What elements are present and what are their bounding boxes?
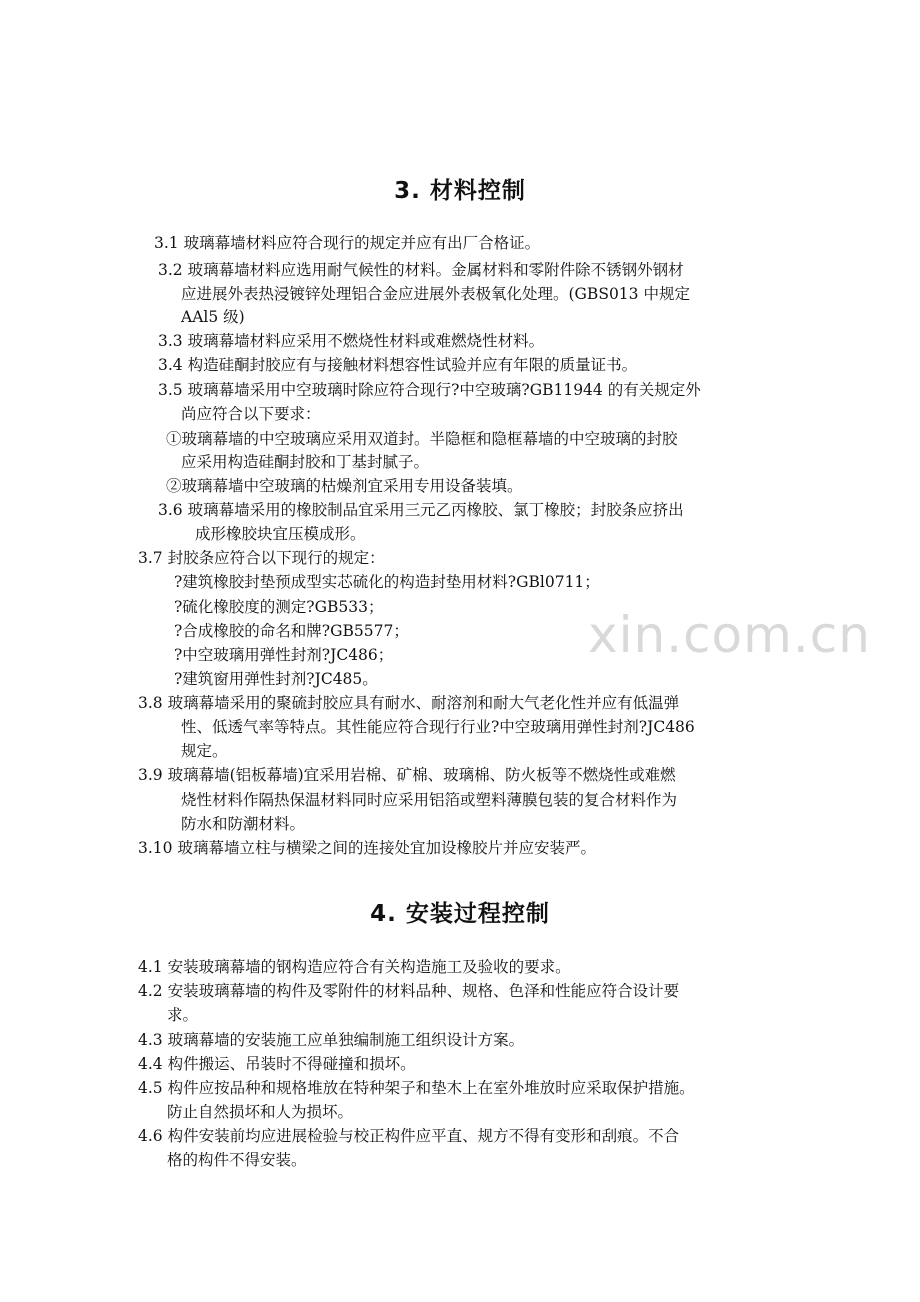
paragraph-line: 求。 <box>167 1006 199 1024</box>
paragraph-line: 应进展外表热浸镀锌处理铝合金应进展外表极氧化处理。(GBS013 中规定 <box>181 285 690 303</box>
paragraph-line: 3.6 玻璃幕墙采用的橡胶制品宜采用三元乙丙橡胶、氯丁橡胶；封胶条应挤出 <box>158 501 684 519</box>
section-3-title: 3. 材料控制 <box>394 178 526 204</box>
paragraph-line: 防止自然损坏和人为损坏。 <box>167 1103 354 1121</box>
paragraph-line: 4.5 构件应按品种和规格堆放在特种架子和垫木上在室外堆放时应采取保护措施。 <box>138 1079 695 1097</box>
paragraph-line: 应采用构造硅酮封胶和丁基封腻子。 <box>181 453 430 471</box>
paragraph-line: 4.6 构件安装前均应进展检验与校正构件应平直、规方不得有变形和刮痕。不合 <box>138 1127 680 1145</box>
paragraph-line: 尚应符合以下要求： <box>181 405 321 423</box>
paragraph-line: ?合成橡胶的命名和牌?GB5577； <box>174 622 409 640</box>
paragraph-line: 4.4 构件搬运、吊装时不得碰撞和损坏。 <box>138 1055 416 1073</box>
paragraph-line: 防水和防潮材料。 <box>181 815 306 833</box>
paragraph-line: 3.9 玻璃幕墙(铝板幕墙)宜采用岩棉、矿棉、玻璃棉、防火板等不燃烧性或难燃 <box>138 766 676 784</box>
paragraph-line: ?硫化橡胶度的测定?GB533； <box>174 598 384 616</box>
paragraph-line: 格的构件不得安装。 <box>167 1151 307 1169</box>
paragraph-line: 3.5 玻璃幕墙采用中空玻璃时除应符合现行?中空玻璃?GB11944 的有关规定外 <box>158 381 701 399</box>
paragraph-line: AAl5 级) <box>181 308 245 326</box>
section-4-title: 4. 安装过程控制 <box>370 901 550 927</box>
paragraph-line: 4.3 玻璃幕墙的安装施工应单独编制施工组织设计方案。 <box>138 1031 525 1049</box>
paragraph-line: 3.10 玻璃幕墙立柱与横梁之间的连接处宜加设橡胶片并应安装严。 <box>138 839 596 857</box>
paragraph-line: ?建筑窗用弹性封剂?JC485。 <box>174 670 378 688</box>
paragraph-line: 3.4 构造硅酮封胶应有与接触材料想容性试验并应有年限的质量证书。 <box>158 356 638 374</box>
paragraph-line: 3.8 玻璃幕墙采用的聚硫封胶应具有耐水、耐溶剂和耐大气老化性并应有低温弹 <box>138 694 680 712</box>
paragraph-line: ②玻璃幕墙中空玻璃的枯燥剂宜采用专用设备装填。 <box>166 477 523 495</box>
paragraph-line: 4.2 安装玻璃幕墙的构件及零附件的材料品种、规格、色泽和性能应符合设计要 <box>138 982 680 1000</box>
paragraph-line: 性、低透气率等特点。其性能应符合现行行业?中空玻璃用弹性封剂?JC486 <box>181 718 695 736</box>
paragraph-line: 规定。 <box>181 742 228 760</box>
paragraph-line: 3.2 玻璃幕墙材料应选用耐气候性的材料。金属材料和零附件除不锈钢外钢材 <box>158 261 684 279</box>
paragraph-line: 烧性材料作隔热保温材料同时应采用铝箔或塑料薄膜包装的复合材料作为 <box>181 791 678 809</box>
paragraph-line: ?中空玻璃用弹性封剂?JC486； <box>174 646 394 664</box>
paragraph-line: 4.1 安装玻璃幕墙的钢构造应符合有关构造施工及验收的要求。 <box>138 958 571 976</box>
paragraph-line: 3.7 封胶条应符合以下现行的规定： <box>138 549 385 567</box>
paragraph-line: ①玻璃幕墙的中空玻璃应采用双道封。半隐框和隐框幕墙的中空玻璃的封胶 <box>166 430 678 448</box>
paragraph-line: ?建筑橡胶封垫预成型实芯硫化的构造封垫用材料?GBl0711； <box>174 573 600 591</box>
watermark: xin.com.cn <box>588 606 871 664</box>
paragraph-line: 成形橡胶块宜压模成形。 <box>195 525 366 543</box>
paragraph-line: 3.1 玻璃幕墙材料应符合现行的规定并应有出厂合格证。 <box>154 234 541 252</box>
paragraph-line: 3.3 玻璃幕墙材料应采用不燃烧性材料或难燃烧性材料。 <box>158 332 545 350</box>
